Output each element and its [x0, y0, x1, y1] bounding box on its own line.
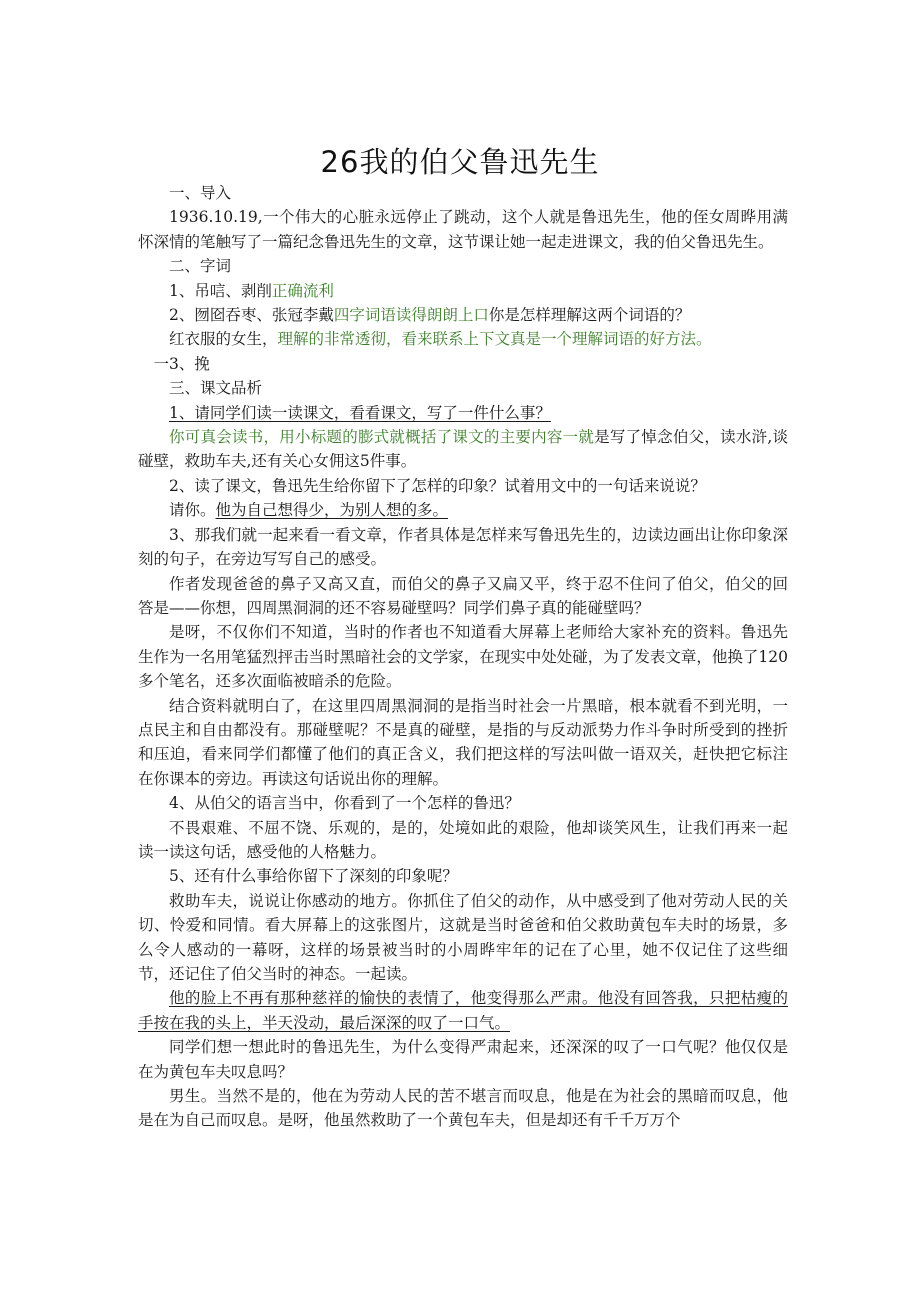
question-1-answer [138, 425, 788, 474]
response-student: 红衣服的女生， [169, 330, 278, 349]
question-3-paragraph-3: 结合资料就明白了，在这里四周黑洞洞的是指当时社会一片黑暗，根本就看不到光明，一点民主和自由都没有。那碰壁呢？不是真的碰壁，是指的与反动派势力作斗争时所受到的挫折和压迫，看来同学们都懂了他们的真正含义，我们把这样的写法叫做一语双关，赶快把它标注在你课本的旁边。再读这句话说出你的理解。 [138, 696, 788, 788]
question-2-prompt: 请你。 [169, 501, 216, 520]
question-2-answer-text: 他为自己想得少，为别人想的多。 [215, 501, 449, 520]
question-2-answer [138, 498, 788, 522]
question-4: 4、从伯父的语言当中，你看到了一个怎样的鲁迅？ [169, 794, 520, 813]
words-item-2-comment: 四字词语读得朗朗上口 [333, 306, 489, 325]
question-3-paragraph-1: 作者发现爸爸的鼻子又高又直，而伯父的鼻子又扁又平，终于忍不住问了伯父，伯父的回答是——你想，四周黑洞洞的还不容易碰壁吗？同学们鼻子真的能碰壁吗？ [138, 574, 788, 617]
section-heading-intro: 一、导入 [169, 184, 232, 202]
question-3: 3、那我们就一起来看一看文章，作者具体是怎样来写鲁迅先生的，边读边画出让你印象深刻的句子，在旁边写写自己的感受。 [138, 525, 788, 569]
section-heading-analysis: 三、课文品析 [169, 379, 263, 398]
question-3-paragraph-2: 是呀，不仅你们不知道，当时的作者也不知道看大屏幕上老师给大家补充的资料。鲁迅先生作为一名用笔猛烈抨击当时黑暗社会的文学家，在现实中处处碰，为了发表文章，他换了120多个笔名，还多次面临被暗杀的危险。 [138, 623, 788, 691]
question-1-praise: 你可真会读书，用小标题的膨式就概括了课文的主要内容一就 [169, 428, 595, 447]
words-item-1 [138, 279, 788, 303]
question-1 [138, 401, 788, 425]
question-4-paragraph-1: 不畏艰难、不屈不饶、乐观的，是的，处境如此的艰险，他却谈笑风生，让我们再来一起读一读这句话，感受他的人格魅力。 [138, 818, 788, 861]
intro-paragraph: 1936.10.19,一个伟大的心脏永远停止了跳动，这个人就是鲁迅先生，他的侄女周晔用满怀深情的笔触写了一篇纪念鲁迅先生的文章，这节课让她一起走进课文，我的伯父鲁迅先生。 [138, 208, 788, 251]
words-item-1-text: 1、吊唁、剥削 [169, 281, 272, 300]
question-1-answer-text: 是写了悼念伯父，读水浒,谈碰壁，救助车夫,还有关心女佣这5件事。 [138, 428, 788, 471]
question-5-paragraph-2: 同学们想一想此时的鲁迅先生，为什么变得严肃起来，还深深的叹了一口气呢？他仅仅是在为黄包车夫叹息吗？ [138, 1038, 788, 1081]
words-item-2-question: 你是怎样理解这两个词语的？ [488, 306, 691, 325]
words-item-3: 一3、挽 [153, 354, 210, 373]
quote-text: 他的脸上不再有那种慈祥的愉快的表情了，他变得那么严肃。他没有回答我，只把枯瘦的手按在我的头上，半天没动，最后深深的叹了一口气。 [138, 989, 788, 1032]
section-heading-words: 二、字词 [169, 257, 232, 276]
document-title: 26我的伯父鲁迅先生 [320, 145, 600, 179]
words-item-2-response [138, 327, 788, 351]
words-item-2-text: 2、囫囵吞枣、张冠李戴 [169, 306, 334, 325]
question-5-quote [138, 986, 788, 1035]
words-item-1-comment: 正确流利 [271, 281, 334, 300]
words-item-2 [138, 303, 788, 327]
question-2: 2、读了课文，鲁迅先生给你留下了怎样的印象？试着用文中的一句话来说说？ [169, 476, 706, 495]
question-5-paragraph-3: 男生。当然不是的，他在为劳动人民的苦不堪言而叹息，他是在为社会的黑暗而叹息，他是在为自己而叹息。是呀，他虽然救助了一个黄包车夫，但是却还有千千万万个 [138, 1087, 788, 1130]
question-1-text: 1、请同学们读一读课文，看看课文，写了一件什么事？ [169, 403, 551, 422]
response-praise: 理解的非常透彻，看来联系上下文真是一个理解词语的好方法。 [277, 330, 712, 349]
question-5-paragraph-1: 救助车夫，说说让你感动的地方。你抓住了伯父的动作，从中感受到了他对劳动人民的关切、怜爱和同情。看大屏幕上的这张图片，这就是当时爸爸和伯父救助黄包车夫时的场景，多么令人感动的一幕呀，这样的场景被当时的小周晔牢年的记在了心里，她不仅记住了这些细节，还记住了伯父当时的神态。一起读。 [138, 891, 788, 983]
document-body [138, 181, 788, 1133]
question-5: 5、还有什么事给你留下了深刻的印象呢？ [169, 867, 458, 886]
